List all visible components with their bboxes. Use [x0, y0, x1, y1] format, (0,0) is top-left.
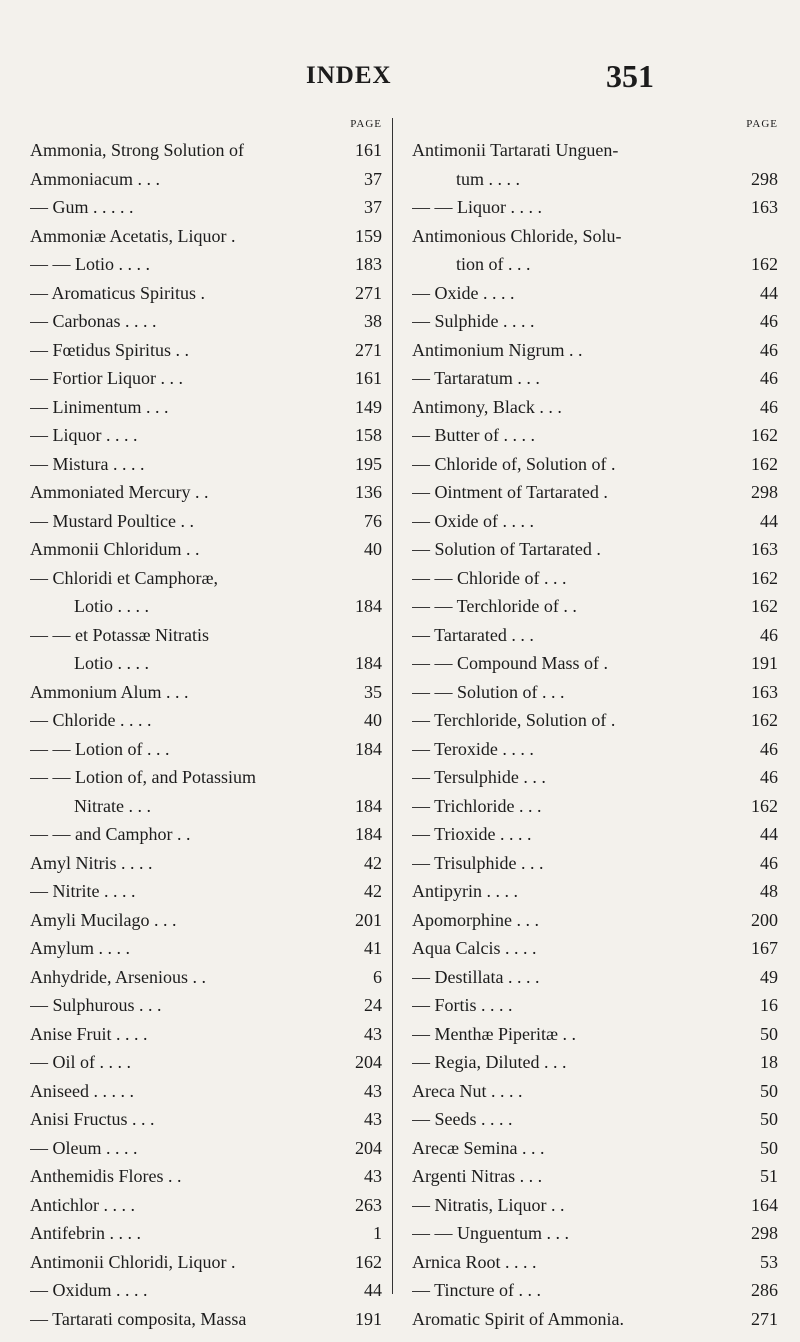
index-entry — [412, 991, 778, 1020]
entry-text: — Sulphurous . . . — [30, 995, 162, 1015]
index-entry — [30, 1305, 382, 1334]
entry-text: — — Compound Mass of . — [412, 653, 609, 673]
entry-page-number: 46 — [760, 852, 778, 873]
entry-text: — Solution of Tartarated . — [412, 539, 601, 559]
index-entry — [30, 1276, 382, 1305]
entry-page-number: 44 — [760, 282, 778, 303]
entry-page-number: 43 — [364, 1080, 382, 1101]
page-column-label: PAGE — [746, 118, 778, 130]
index-entry — [30, 1191, 382, 1220]
entry-text: — Liquor . . . . — [30, 425, 138, 445]
page-column-label: PAGE — [350, 118, 382, 130]
entry-text: — Oxidum . . . . — [30, 1280, 148, 1300]
entry-text: — Chloride of, Solution of . — [412, 453, 616, 474]
index-entry — [30, 193, 382, 222]
entry-page-number: 44 — [760, 824, 778, 844]
index-entry — [30, 1020, 382, 1049]
index-entry — [30, 763, 382, 792]
index-entry — [30, 706, 382, 735]
index-entry — [30, 1162, 382, 1191]
index-entry — [412, 934, 778, 963]
entry-text: tum . . . . — [456, 168, 521, 189]
index-entry — [412, 735, 778, 764]
entry-page-number: 46 — [760, 738, 778, 759]
entry-text: Aniseed . . . . . — [30, 1080, 134, 1101]
entry-page-number: 161 — [355, 368, 382, 388]
entry-text: — Oil of . . . . — [30, 1052, 131, 1072]
entry-text: Amyl Nitris . . . . — [30, 852, 153, 873]
entry-text: — Linimentum . . . — [30, 396, 169, 417]
index-entry — [30, 279, 382, 308]
entry-page-number: 43 — [364, 1109, 382, 1129]
index-entry — [30, 820, 382, 849]
entry-text: Anisi Fructus . . . — [30, 1109, 155, 1129]
entry-page-number: 162 — [751, 795, 778, 816]
entry-text: — Nitratis, Liquor . . — [412, 1194, 565, 1215]
entry-page-number: 271 — [355, 282, 382, 303]
index-entry — [412, 136, 778, 165]
entry-page-number: 183 — [355, 254, 382, 274]
entry-page-number: 37 — [364, 168, 382, 189]
index-entry — [30, 1048, 382, 1077]
entry-text: Aqua Calcis . . . . — [412, 938, 537, 958]
entry-text: — Sulphide . . . . — [412, 311, 535, 331]
entry-page-number: 50 — [760, 1137, 778, 1158]
entry-text: Antimonii Chloridi, Liquor . — [30, 1251, 236, 1272]
entry-text: — — et Potassæ Nitratis — [30, 624, 209, 645]
entry-text: — Tersulphide . . . — [412, 767, 546, 787]
index-entry — [30, 307, 382, 336]
index-entry — [412, 336, 778, 365]
index-entry — [412, 507, 778, 536]
index-entry — [412, 307, 778, 336]
index-entry — [30, 991, 382, 1020]
entry-text: — Oleum . . . . — [30, 1137, 138, 1158]
entry-page-number: 162 — [751, 710, 778, 730]
entry-page-number: 46 — [760, 311, 778, 331]
entry-page-number — [742, 222, 778, 251]
entry-page-number: 40 — [364, 539, 382, 559]
index-entry — [30, 250, 382, 279]
index-entry — [30, 507, 382, 536]
entry-text: Argenti Nitras . . . — [412, 1166, 543, 1186]
index-entry — [412, 535, 778, 564]
entry-text: Lotio . . . . — [74, 596, 149, 616]
index-column-left — [30, 118, 382, 1333]
index-entry — [412, 165, 778, 194]
entry-text: Antimonii Tartarati Unguen- — [412, 140, 619, 160]
index-entry — [412, 222, 778, 251]
entry-page-number: 201 — [355, 909, 382, 930]
index-entry — [412, 1191, 778, 1220]
index-entry — [30, 649, 382, 678]
index-entry — [30, 478, 382, 507]
entry-page-number: 204 — [355, 1137, 382, 1158]
entry-page-number: 38 — [364, 311, 382, 331]
entry-text: Lotio . . . . — [74, 653, 149, 673]
entry-page-number: 162 — [355, 1251, 382, 1272]
index-entry — [412, 1134, 778, 1163]
index-entry — [30, 136, 382, 165]
entry-page-number: 271 — [355, 339, 382, 360]
entry-text: Areca Nut . . . . — [412, 1080, 523, 1101]
running-title: INDEX — [306, 62, 392, 89]
entry-text: Ammoniated Mercury . . — [30, 482, 209, 502]
entry-page-number: 149 — [355, 396, 382, 417]
index-entry — [30, 165, 382, 194]
entry-text: — — Unguentum . . . — [412, 1223, 569, 1243]
entry-page-number: 161 — [355, 140, 382, 160]
entry-page-number: 286 — [751, 1280, 778, 1300]
entry-page-number: 46 — [760, 339, 778, 360]
index-entry — [30, 336, 382, 365]
entry-text: Apomorphine . . . — [412, 909, 539, 930]
index-entry — [412, 279, 778, 308]
entry-text: Antimonium Nigrum . . — [412, 339, 583, 360]
index-entry — [30, 735, 382, 764]
entry-page-number: 41 — [364, 938, 382, 958]
entry-page-number: 50 — [760, 1023, 778, 1044]
entry-text: Anise Fruit . . . . — [30, 1023, 148, 1044]
index-entry — [412, 393, 778, 422]
entry-text: Antimony, Black . . . — [412, 396, 562, 417]
entry-text: Amyli Mucilago . . . — [30, 909, 177, 930]
entry-page-number: 50 — [760, 1109, 778, 1129]
entry-text: — Trichloride . . . — [412, 795, 542, 816]
entry-page-number: 50 — [760, 1080, 778, 1101]
entry-page-number: 184 — [355, 824, 382, 844]
entry-text: — Trisulphide . . . — [412, 852, 544, 873]
entry-text: — Chloride . . . . — [30, 710, 152, 730]
index-entry — [412, 250, 778, 279]
entry-page-number: 18 — [760, 1052, 778, 1072]
entry-page-number: 163 — [751, 197, 778, 217]
entry-text: — — Terchloride of . . — [412, 596, 577, 616]
page-number: 351 — [606, 58, 654, 94]
entry-text: — Carbonas . . . . — [30, 311, 157, 331]
entry-page-number: 44 — [364, 1280, 382, 1300]
entry-text: Ammonii Chloridum . . — [30, 539, 200, 559]
index-entry — [30, 364, 382, 393]
entry-text: — Fortior Liquor . . . — [30, 368, 183, 388]
entry-page-number: 46 — [760, 624, 778, 645]
entry-page-number: 162 — [751, 453, 778, 474]
entry-text: Arecæ Semina . . . — [412, 1137, 545, 1158]
entry-text: Arnica Root . . . . — [412, 1251, 537, 1272]
index-entry — [412, 763, 778, 792]
entry-page-number: 48 — [760, 881, 778, 901]
entry-text: — Mistura . . . . — [30, 453, 145, 474]
index-entry — [412, 820, 778, 849]
entry-text: — Terchloride, Solution of . — [412, 710, 616, 730]
entry-page-number: 162 — [751, 567, 778, 588]
index-entry — [30, 792, 382, 821]
entry-text: Amylum . . . . — [30, 938, 131, 958]
entry-page-number: 195 — [355, 453, 382, 474]
index-column-right — [412, 118, 778, 1333]
entry-text: Antifebrin . . . . — [30, 1223, 141, 1243]
index-entry — [412, 564, 778, 593]
entry-page-number: 46 — [760, 767, 778, 787]
index-entry — [30, 393, 382, 422]
index-entry — [412, 849, 778, 878]
entry-text: — Destillata . . . . — [412, 966, 540, 987]
entry-page-number: 162 — [751, 596, 778, 616]
entry-text: — — Chloride of . . . — [412, 567, 567, 588]
entry-page-number: 53 — [760, 1251, 778, 1272]
entry-text: — Regia, Diluted . . . — [412, 1052, 567, 1072]
entry-text: — Menthæ Piperitæ . . — [412, 1023, 577, 1044]
entry-page-number: 167 — [751, 938, 778, 958]
entry-text: — Tartaratum . . . — [412, 368, 540, 388]
entry-page-number: 162 — [751, 254, 778, 274]
index-entry — [30, 450, 382, 479]
entry-text: — Oxide of . . . . — [412, 510, 534, 531]
entry-page-number — [346, 564, 382, 593]
index-entry — [30, 421, 382, 450]
index-entry — [30, 535, 382, 564]
entry-text: — — Liquor . . . . — [412, 197, 542, 217]
entry-page-number: 37 — [364, 197, 382, 217]
index-entry — [412, 1248, 778, 1277]
entry-page-number: 298 — [751, 482, 778, 502]
entry-text: — Mustard Poultice . . — [30, 510, 194, 531]
entry-page-number: 42 — [364, 881, 382, 901]
entry-page-number: 40 — [364, 710, 382, 730]
entry-text: — Fortis . . . . — [412, 995, 513, 1015]
index-entry — [412, 1048, 778, 1077]
index-entry — [30, 1248, 382, 1277]
entry-text: — Nitrite . . . . — [30, 881, 136, 901]
index-entry — [412, 877, 778, 906]
entry-text: tion of . . . — [456, 254, 531, 274]
index-entry — [412, 1105, 778, 1134]
entry-page-number: 263 — [355, 1194, 382, 1215]
index-entry — [412, 421, 778, 450]
entry-page-number: 46 — [760, 368, 778, 388]
index-entry — [412, 478, 778, 507]
entry-page-number: 42 — [364, 852, 382, 873]
entry-text: Antimonious Chloride, Solu- — [412, 225, 622, 246]
index-entry — [30, 906, 382, 935]
entry-page-number: 163 — [751, 681, 778, 702]
entry-page-number: 204 — [355, 1052, 382, 1072]
entry-text: — Trioxide . . . . — [412, 824, 532, 844]
index-entry — [30, 1219, 382, 1248]
entry-page-number: 163 — [751, 539, 778, 559]
entry-page-number: 158 — [355, 425, 382, 445]
entry-page-number: 16 — [760, 995, 778, 1015]
entry-page-number: 298 — [751, 168, 778, 189]
index-entry — [30, 963, 382, 992]
entry-page-number: 1 — [373, 1223, 382, 1243]
index-entries — [412, 136, 778, 1333]
index-entry — [412, 1276, 778, 1305]
index-entry — [412, 1219, 778, 1248]
entry-page-number: 24 — [364, 995, 382, 1015]
entry-page-number: 191 — [751, 653, 778, 673]
entry-text: — Tartarati composita, Massa — [30, 1308, 247, 1329]
entry-text: Antipyrin . . . . — [412, 881, 518, 901]
index-entry — [412, 1162, 778, 1191]
index-entry — [30, 222, 382, 251]
index-entry — [412, 1305, 778, 1334]
entry-text: — Fœtidus Spiritus . . — [30, 339, 190, 360]
entry-text: — Seeds . . . . — [412, 1109, 513, 1129]
entry-text: — Tartarated . . . — [412, 624, 534, 645]
entry-page-number — [346, 621, 382, 650]
entry-text: Anthemidis Flores . . — [30, 1166, 182, 1186]
entry-page-number: 6 — [373, 966, 382, 987]
entry-page-number: 51 — [760, 1166, 778, 1186]
entry-page-number: 49 — [760, 966, 778, 987]
entry-text: — — and Camphor . . — [30, 824, 191, 844]
entry-text: — — Solution of . . . — [412, 681, 565, 702]
entry-text: Ammonium Alum . . . — [30, 681, 189, 702]
index-entry — [412, 1077, 778, 1106]
entry-text: — — Lotion of . . . — [30, 738, 170, 759]
entry-text: — — Lotio . . . . — [30, 254, 150, 274]
entry-page-number: 184 — [355, 795, 382, 816]
entry-page-number: 44 — [760, 510, 778, 531]
index-entry — [30, 592, 382, 621]
entry-page-number: 184 — [355, 738, 382, 759]
index-entry — [30, 934, 382, 963]
entry-page-number: 162 — [751, 425, 778, 445]
index-entry — [412, 364, 778, 393]
entry-text: — Gum . . . . . — [30, 197, 134, 217]
index-entry — [30, 1077, 382, 1106]
index-entry — [412, 621, 778, 650]
entry-text: — Butter of . . . . — [412, 425, 535, 445]
page-header — [0, 58, 800, 102]
index-entry — [412, 963, 778, 992]
entry-text: Aromatic Spirit of Ammonia. — [412, 1308, 624, 1329]
entry-page-number: 43 — [364, 1166, 382, 1186]
index-entry — [30, 877, 382, 906]
entry-page-number: 184 — [355, 596, 382, 616]
index-entry — [30, 621, 382, 650]
entry-page-number: 191 — [355, 1308, 382, 1329]
entry-page-number: 43 — [364, 1023, 382, 1044]
entry-text: Nitrate . . . — [74, 795, 151, 816]
index-entry — [30, 1105, 382, 1134]
entry-text: — Aromaticus Spiritus . — [30, 282, 205, 303]
index-entry — [30, 849, 382, 878]
index-entry — [412, 678, 778, 707]
entry-text: Ammonia, Strong Solution of — [30, 140, 245, 160]
column-divider — [392, 118, 393, 1294]
entry-page-number: 271 — [751, 1308, 778, 1329]
entry-page-number: 159 — [355, 225, 382, 246]
index-entry — [412, 450, 778, 479]
index-entry — [412, 649, 778, 678]
entry-page-number: 184 — [355, 653, 382, 673]
entry-text: — Oxide . . . . — [412, 282, 515, 303]
entry-page-number: 35 — [364, 681, 382, 702]
entry-page-number: 46 — [760, 396, 778, 417]
index-entry — [30, 564, 382, 593]
index-entry — [412, 592, 778, 621]
entry-text: Anhydride, Arsenious . . — [30, 966, 206, 987]
index-entry — [412, 792, 778, 821]
entry-text: Antichlor . . . . — [30, 1194, 135, 1215]
entry-text: — Ointment of Tartarated . — [412, 482, 608, 502]
entry-page-number — [742, 136, 778, 165]
index-entry — [30, 678, 382, 707]
entry-page-number: 164 — [751, 1194, 778, 1215]
index-entry — [412, 906, 778, 935]
entry-page-number: 76 — [364, 510, 382, 531]
entry-page-number: 136 — [355, 482, 382, 502]
entry-text: — Teroxide . . . . — [412, 738, 534, 759]
index-entry — [412, 706, 778, 735]
index-entry — [412, 1020, 778, 1049]
entry-page-number — [346, 763, 382, 792]
entry-page-number: 298 — [751, 1223, 778, 1243]
entry-text: — Tincture of . . . — [412, 1280, 542, 1300]
entry-text: — — Lotion of, and Potassium — [30, 767, 256, 787]
index-entry — [412, 193, 778, 222]
index-entries — [30, 136, 382, 1333]
entry-page-number: 200 — [751, 909, 778, 930]
entry-text: — Chloridi et Camphoræ, — [30, 567, 218, 588]
index-entry — [30, 1134, 382, 1163]
entry-text: Ammoniacum . . . — [30, 168, 160, 189]
entry-text: Ammoniæ Acetatis, Liquor . — [30, 225, 236, 246]
